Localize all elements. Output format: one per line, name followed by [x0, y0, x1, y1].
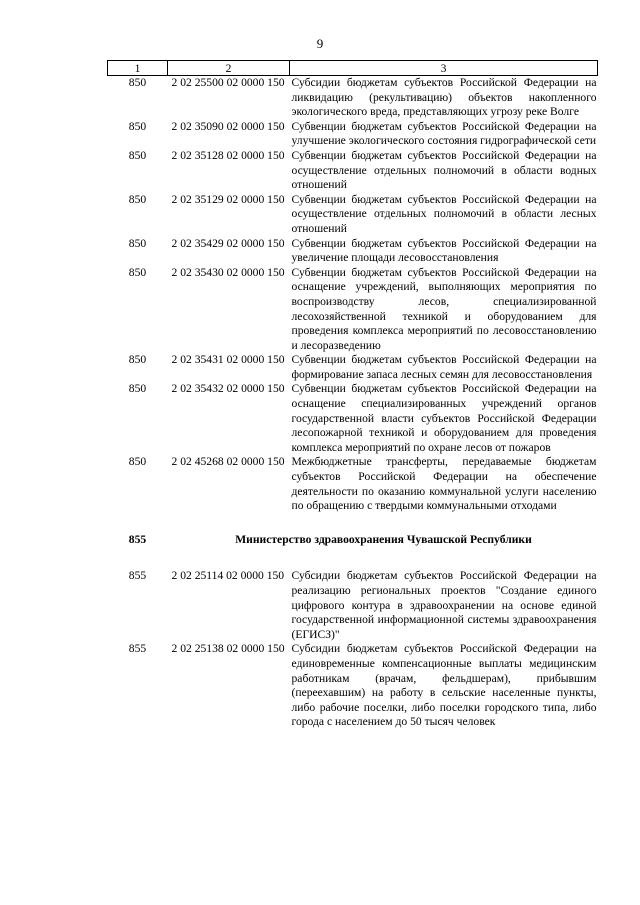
budget-code-cell: 2 02 35090 02 0000 150	[171, 119, 285, 133]
header-col-2: 2	[168, 61, 290, 76]
budget-code-cell: 2 02 35429 02 0000 150	[171, 236, 285, 250]
description-cell: Субсидии бюджетам субъектов Российской Федерации на ликвидацию (рекультивацию) объектов накопленного экологического вреда, представляющих угрозу реке Волге	[291, 76, 597, 119]
table-row	[108, 76, 598, 120]
budget-code-cell: 2 02 35128 02 0000 150	[171, 148, 285, 162]
admin-code-cell: 850	[128, 76, 147, 89]
admin-code-cell: 850	[128, 236, 147, 250]
admin-code-cell: 850	[128, 353, 147, 367]
table-row	[108, 266, 598, 354]
description-cell: Субсидии бюджетам субъектов Российской Федерации на реализацию региональных проектов "Создание единого цифрового контура в здравоохранении на основе единой государственной информационной системы здравоохранения (ЕГИСЗ)"	[291, 569, 597, 641]
description-cell: Межбюджетные трансферты, передаваемые бюджетам субъектов Российской Федерации на обеспечение деятельности по оказанию коммунальной услуги населению по обращению с твердыми коммунальными отходами	[291, 455, 597, 513]
table-row	[108, 455, 598, 513]
description-cell: Субвенции бюджетам субъектов Российской Федерации на осуществление отдельных полномочий в области лесных отношений	[291, 192, 597, 235]
description-cell: Субвенции бюджетам субъектов Российской Федерации на оснащение специализированных учреждений органов государственной власти субъектов Российской Федерации лесопожарной техникой и оборудованием для проведения комплекса мероприятий по охране лесов от пожаров	[291, 382, 597, 454]
description-cell: Субсидии бюджетам субъектов Российской Федерации на единовременные компенсационные выплаты медицинским работникам (врачам, фельдшерам), прибывшим (переехавшим) на работу в сельские населенные пункты, либо рабочие поселки, либо поселки городского типа, либо города с населением до 50 тысяч человек	[291, 642, 597, 729]
admin-code-cell: 850	[128, 265, 147, 279]
budget-code-cell: 2 02 35432 02 0000 150	[171, 382, 285, 396]
description-cell: Субвенции бюджетам субъектов Российской Федерации на формирование запаса лесных семян для лесовосстановления	[291, 353, 597, 381]
table-row	[108, 642, 598, 730]
table-row	[108, 382, 598, 455]
budget-code-cell: 2 02 25114 02 0000 150	[171, 569, 285, 583]
table-header-row	[108, 61, 598, 76]
table-row	[108, 193, 598, 237]
table-row	[108, 569, 598, 642]
budget-code-cell: 2 02 35430 02 0000 150	[171, 265, 285, 279]
table-row	[108, 237, 598, 266]
budget-code-cell: 2 02 25138 02 0000 150	[171, 642, 285, 656]
section-header-row	[108, 514, 598, 570]
table-row	[108, 149, 598, 193]
description-cell: Субвенции бюджетам субъектов Российской Федерации на оснащение учреждений, выполняющих мероприятия по воспроизводству лесов, специализированной лесохозяйственной техникой и оборудованием для проведения комплекса мероприятий по лесовосстановлению и лесоразведению	[291, 265, 597, 352]
page-number: 9	[316, 36, 324, 51]
section-admin-code: 855	[128, 532, 147, 546]
header-col-3: 3	[290, 61, 598, 76]
section-title: Министерство здравоохранения Чувашской Республики	[235, 532, 532, 546]
budget-code-cell: 2 02 35129 02 0000 150	[171, 192, 285, 206]
admin-code-cell: 850	[128, 192, 147, 206]
admin-code-cell: 850	[128, 455, 147, 469]
header-col-1: 1	[108, 61, 168, 76]
revenue-codes-table	[107, 60, 598, 730]
description-cell: Субвенции бюджетам субъектов Российской Федерации на осуществление отдельных полномочий в области водных отношений	[291, 148, 597, 192]
description-cell: Субвенции бюджетам субъектов Российской Федерации на увеличение площади лесовосстановления	[291, 236, 597, 265]
table-row	[108, 353, 598, 382]
budget-code-cell: 2 02 25500 02 0000 150	[171, 76, 285, 89]
table-row	[108, 120, 598, 149]
budget-code-cell: 2 02 35431 02 0000 150	[171, 353, 285, 367]
admin-code-cell: 850	[128, 119, 147, 133]
admin-code-cell: 855	[128, 642, 147, 656]
budget-code-cell: 2 02 45268 02 0000 150	[171, 455, 285, 469]
admin-code-cell: 850	[128, 382, 147, 396]
admin-code-cell: 850	[128, 148, 147, 162]
admin-code-cell: 855	[128, 569, 147, 583]
description-cell: Субвенции бюджетам субъектов Российской Федерации на улучшение экологического состояния гидрографической сети	[291, 119, 597, 148]
